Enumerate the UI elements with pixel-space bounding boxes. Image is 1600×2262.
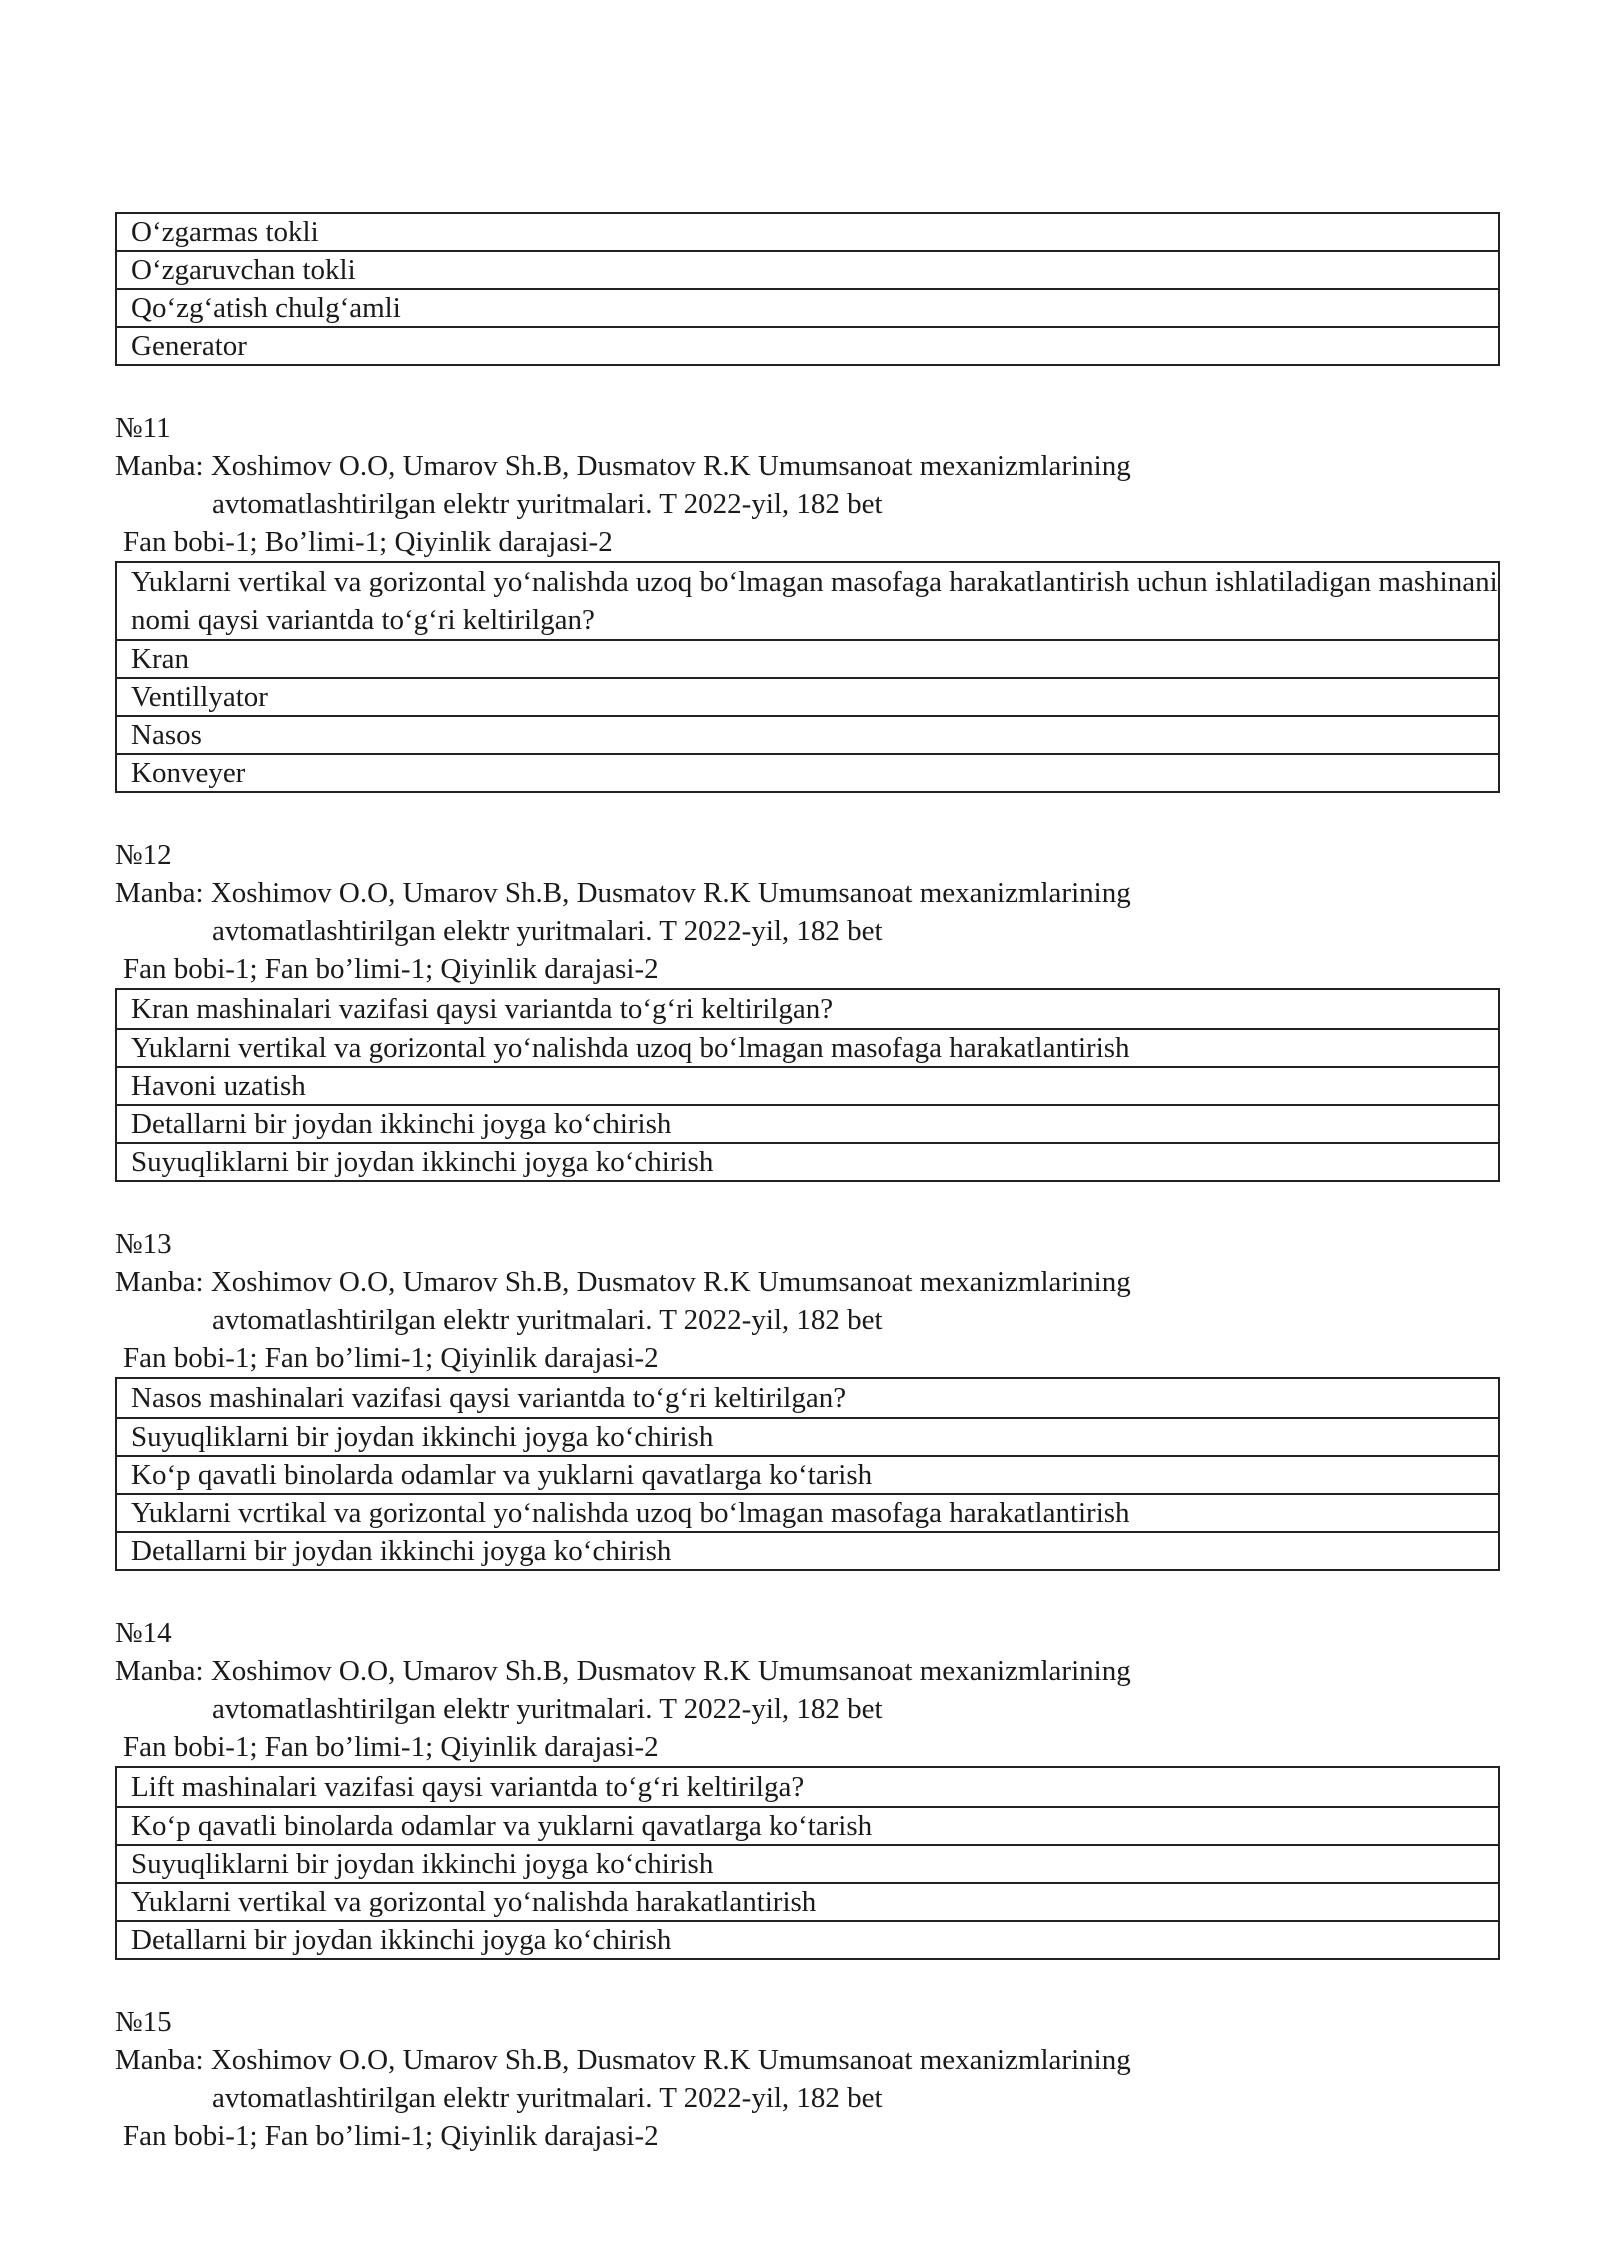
table-row: [116, 1067, 1499, 1105]
option-cell: Nasos: [116, 716, 1499, 754]
table-row: [116, 251, 1499, 289]
table-row: [116, 1532, 1499, 1570]
source-citation: [115, 1263, 1500, 1339]
option-cell: Yuklarni vertikal va gorizontal yo‘nalishda uzoq bo‘lmagan masofaga harakatlantirish: [116, 1029, 1499, 1067]
question-text: Yuklarni vertikal va gorizontal yo‘nalishda uzoq bo‘lmagan masofaga harakatlantirish uchun ishlatiladigan mashinani nomi qaysi variantda to‘g‘ri keltirilgan?: [116, 562, 1499, 640]
top-options-table: [115, 212, 1500, 366]
question-text: Kran mashinalari vazifasi qaysi variantda to‘g‘ri keltirilgan?: [116, 989, 1499, 1029]
question-number: №14: [115, 1617, 172, 1649]
option-cell: Havoni uzatish: [116, 1067, 1499, 1105]
option-cell: Yuklarni vcrtikal va gorizontal yo‘nalishda uzoq bo‘lmagan masofaga harakatlantirish: [116, 1494, 1499, 1532]
question-number: №12: [115, 839, 172, 871]
table-row: [116, 1494, 1499, 1532]
table-row: [116, 213, 1499, 251]
document-page: [115, 212, 1500, 2155]
question-meta: Fan bobi-1; Fan bo’limi-1; Qiyinlik darajasi-2: [123, 1342, 659, 1374]
option-cell: Detallarni bir joydan ikkinchi joyga ko‘chirish: [116, 1532, 1499, 1570]
table-row: [116, 327, 1499, 365]
source-line-2: avtomatlashtirilgan elektr yuritmalari. T 2022-yil, 182 bet: [212, 915, 883, 947]
question-table: [115, 1766, 1500, 1960]
question-meta: Fan bobi-1; Fan bo’limi-1; Qiyinlik darajasi-2: [123, 1731, 659, 1763]
table-row: [116, 1767, 1499, 1807]
source-citation: [115, 1652, 1500, 1728]
table-row: [116, 1845, 1499, 1883]
table-row: [116, 716, 1499, 754]
option-cell: Suyuqliklarni bir joydan ikkinchi joyga ko‘chirish: [116, 1418, 1499, 1456]
option-cell: Yuklarni vertikal va gorizontal yo‘nalishda harakatlantirish: [116, 1883, 1499, 1921]
option-cell: Generator: [116, 327, 1499, 365]
question-meta: Fan bobi-1; Fan bo’limi-1; Qiyinlik darajasi-2: [123, 953, 659, 985]
source-citation: [115, 874, 1500, 950]
source-line-1: Manba: Xoshimov O.O, Umarov Sh.B, Dusmatov R.K Umumsanoat mexanizmlarining: [115, 2044, 1131, 2076]
source-line-1: Manba: Xoshimov O.O, Umarov Sh.B, Dusmatov R.K Umumsanoat mexanizmlarining: [115, 877, 1131, 909]
question-number: №11: [115, 412, 171, 444]
source-line-2: avtomatlashtirilgan elektr yuritmalari. T 2022-yil, 182 bet: [212, 1693, 883, 1725]
option-cell: Ko‘p qavatli binolarda odamlar va yuklarni qavatlarga ko‘tarish: [116, 1456, 1499, 1494]
question-table: [115, 988, 1500, 1182]
question-meta: Fan bobi-1; Fan bo’limi-1; Qiyinlik darajasi-2: [123, 2120, 659, 2152]
option-cell: Suyuqliklarni bir joydan ikkinchi joyga ko‘chirish: [116, 1143, 1499, 1181]
table-row: [116, 754, 1499, 792]
option-cell: O‘zgarmas tokli: [116, 213, 1499, 251]
option-cell: O‘zgaruvchan tokli: [116, 251, 1499, 289]
option-cell: Konveyer: [116, 754, 1499, 792]
table-row: [116, 1418, 1499, 1456]
option-cell: Ko‘p qavatli binolarda odamlar va yuklarni qavatlarga ko‘tarish: [116, 1807, 1499, 1845]
table-row: [116, 1378, 1499, 1418]
option-cell: Detallarni bir joydan ikkinchi joyga ko‘chirish: [116, 1105, 1499, 1143]
option-cell: Detallarni bir joydan ikkinchi joyga ko‘chirish: [116, 1921, 1499, 1959]
source-citation: [115, 447, 1500, 523]
question-text: Lift mashinalari vazifasi qaysi variantda to‘g‘ri keltirilga?: [116, 1767, 1499, 1807]
source-line-2: avtomatlashtirilgan elektr yuritmalari. T 2022-yil, 182 bet: [212, 1304, 883, 1336]
table-row: [116, 1921, 1499, 1959]
question-text: Nasos mashinalari vazifasi qaysi variantda to‘g‘ri keltirilgan?: [116, 1378, 1499, 1418]
table-row: [116, 1143, 1499, 1181]
option-cell: Ventillyator: [116, 678, 1499, 716]
source-line-1: Manba: Xoshimov O.O, Umarov Sh.B, Dusmatov R.K Umumsanoat mexanizmlarining: [115, 450, 1131, 482]
source-line-2: avtomatlashtirilgan elektr yuritmalari. T 2022-yil, 182 bet: [212, 488, 883, 520]
source-citation: [115, 2041, 1500, 2117]
source-line-2: avtomatlashtirilgan elektr yuritmalari. T 2022-yil, 182 bet: [212, 2082, 883, 2114]
question-table: [115, 561, 1500, 793]
question-number: №15: [115, 2006, 172, 2038]
option-cell: Suyuqliklarni bir joydan ikkinchi joyga ko‘chirish: [116, 1845, 1499, 1883]
table-row: [116, 1456, 1499, 1494]
table-row: [116, 678, 1499, 716]
option-cell: Qo‘zg‘atish chulg‘amli: [116, 289, 1499, 327]
question-number: №13: [115, 1228, 172, 1260]
question-meta: Fan bobi-1; Bo’limi-1; Qiyinlik darajasi-2: [123, 526, 613, 558]
table-row: [116, 1883, 1499, 1921]
table-row: [116, 562, 1499, 640]
question-table: [115, 1377, 1500, 1571]
source-line-1: Manba: Xoshimov O.O, Umarov Sh.B, Dusmatov R.K Umumsanoat mexanizmlarining: [115, 1266, 1131, 1298]
table-row: [116, 1029, 1499, 1067]
table-row: [116, 1807, 1499, 1845]
table-row: [116, 640, 1499, 678]
table-row: [116, 989, 1499, 1029]
table-row: [116, 289, 1499, 327]
table-row: [116, 1105, 1499, 1143]
source-line-1: Manba: Xoshimov O.O, Umarov Sh.B, Dusmatov R.K Umumsanoat mexanizmlarining: [115, 1655, 1131, 1687]
option-cell: Kran: [116, 640, 1499, 678]
